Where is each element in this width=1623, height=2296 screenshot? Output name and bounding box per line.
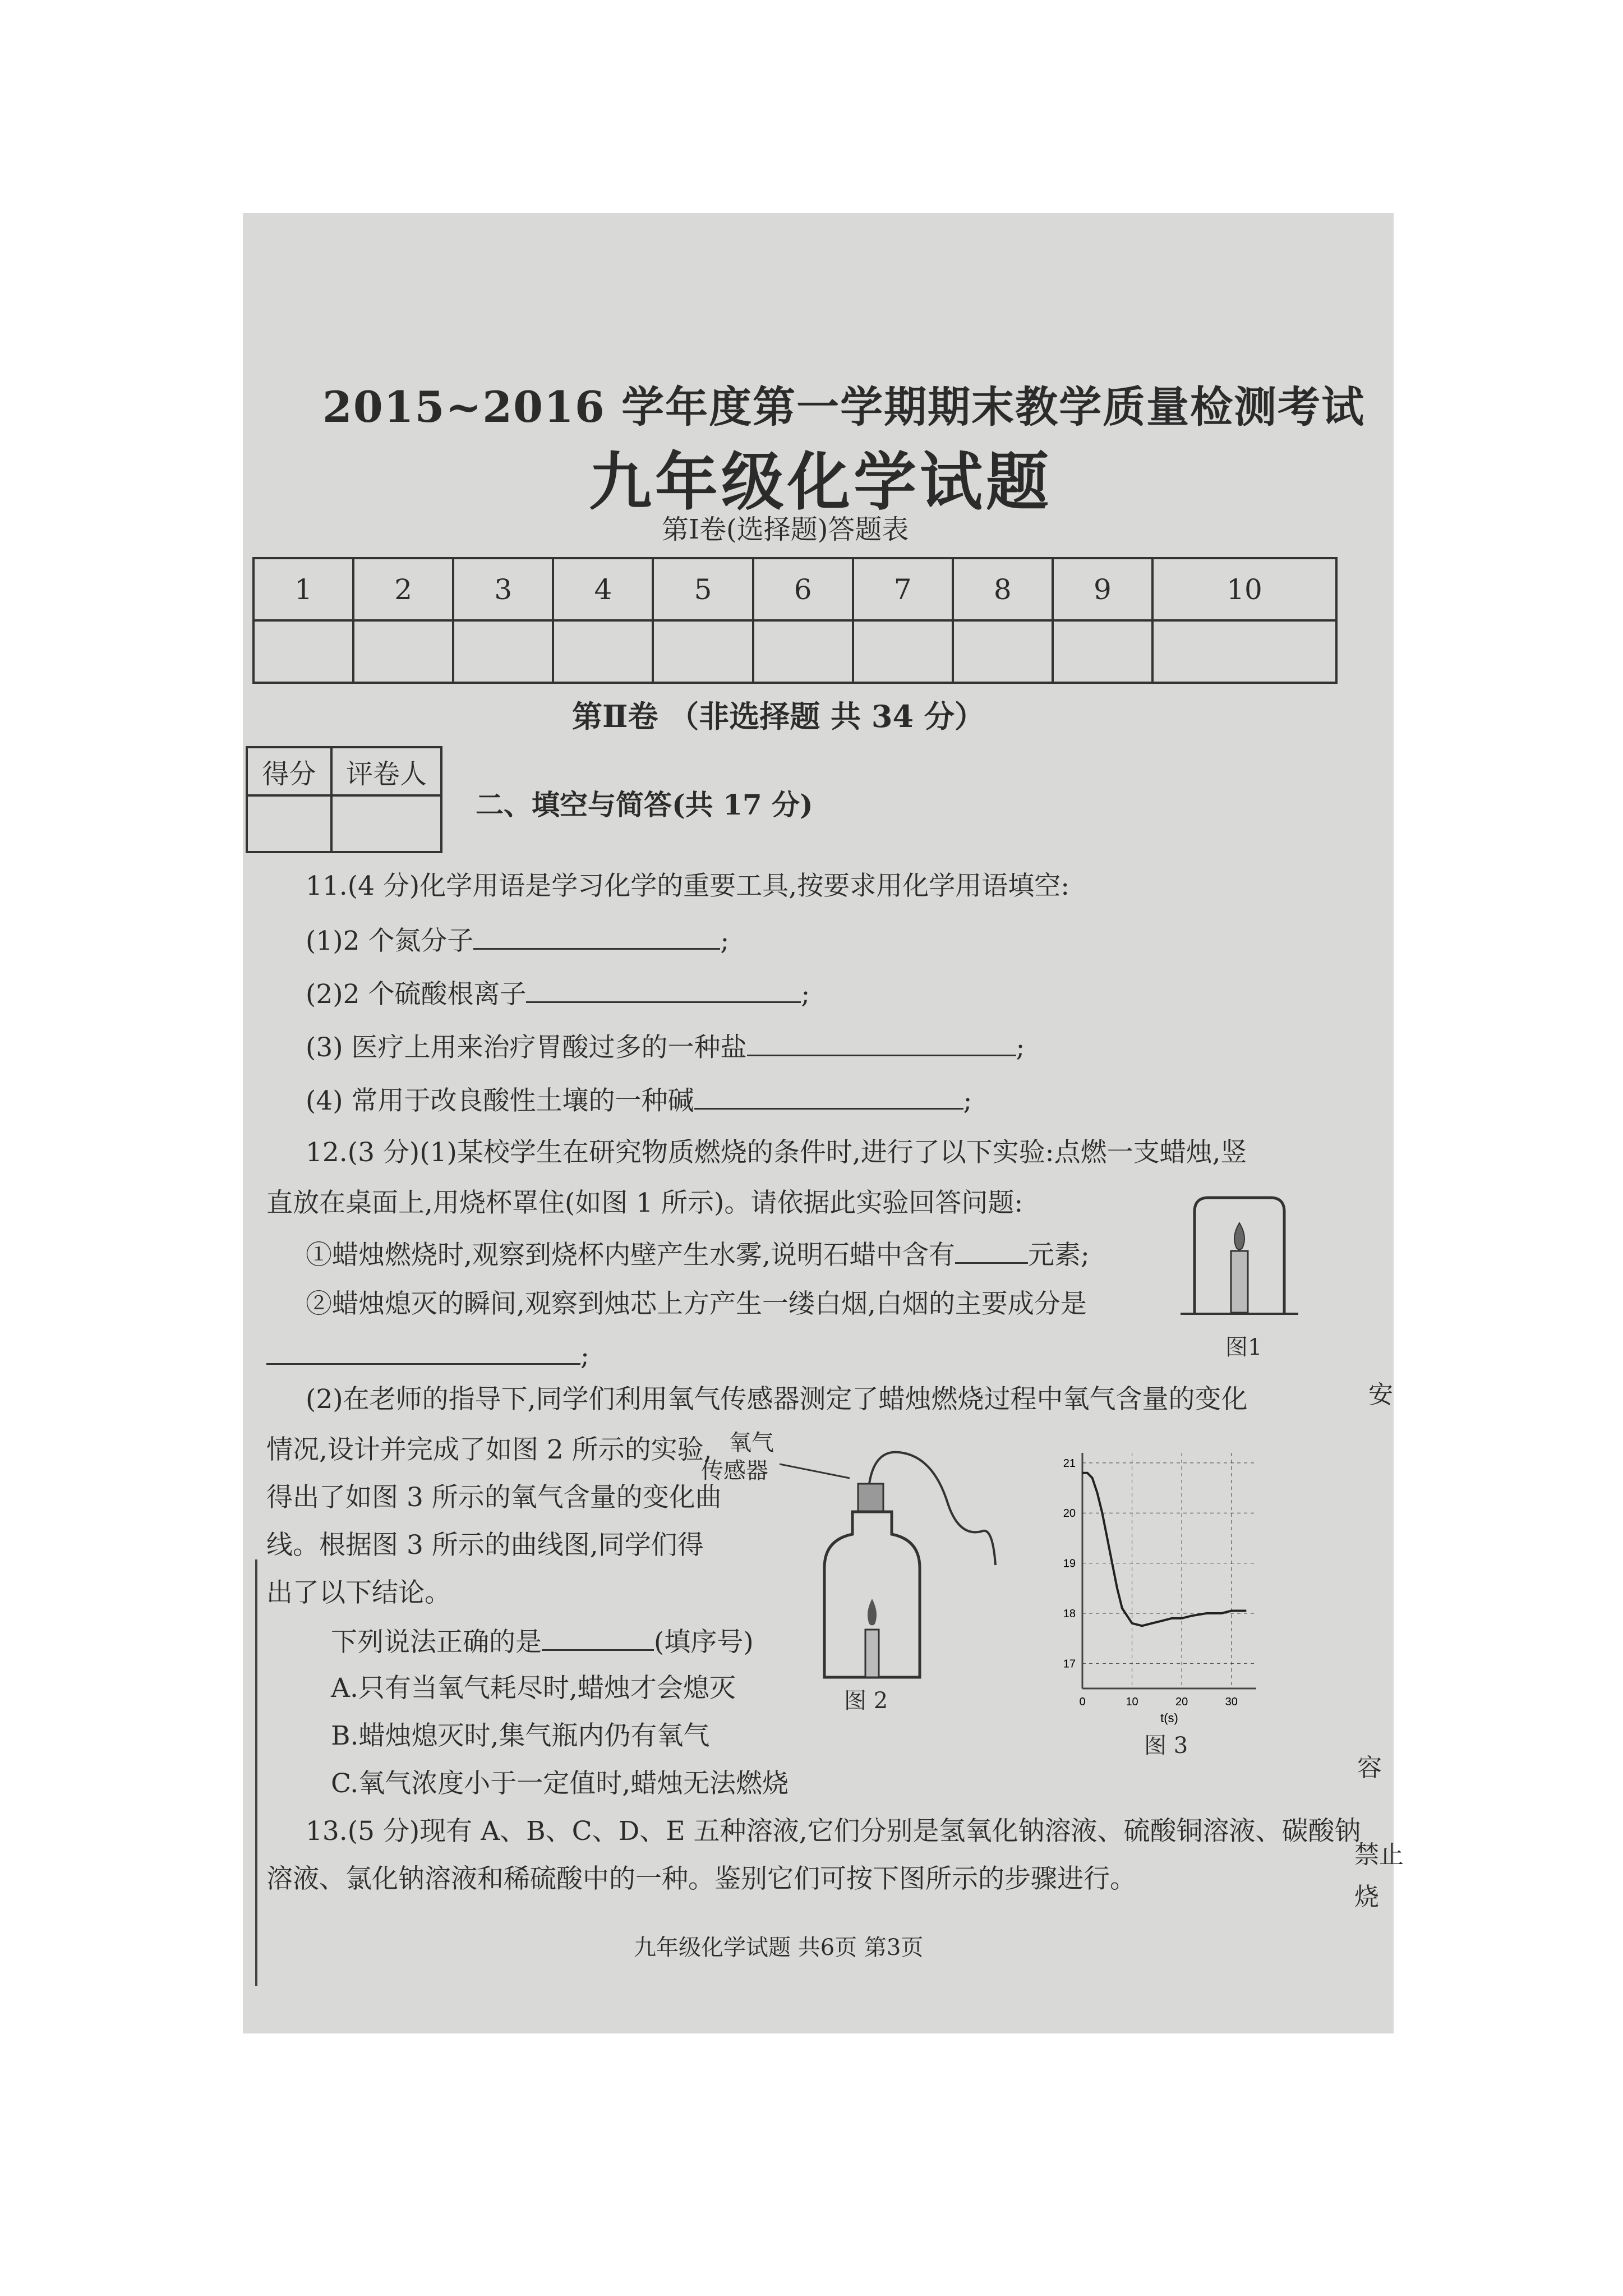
answer-number: 3: [453, 558, 553, 620]
subject-title: 九年级化学试题: [589, 445, 1052, 519]
answer-number: 4: [553, 558, 653, 620]
score-label: 得分: [247, 747, 331, 795]
y-tick-label: 21: [1063, 1457, 1076, 1470]
q12-sub2: ②蜡烛熄灭的瞬间,观察到烛芯上方产生一缕白烟,白烟的主要成分是: [306, 1289, 1087, 1319]
answer-blank[interactable]: [266, 1338, 580, 1365]
section-title: 二、填空与简答(共 17 分): [476, 788, 813, 821]
x-tick-label: 10: [1126, 1696, 1138, 1708]
page-footer: 九年级化学试题 共6页 第3页: [634, 1935, 924, 1961]
y-tick-label: 18: [1063, 1607, 1076, 1620]
answer-blank[interactable]: [747, 1029, 1016, 1056]
figure-1-candle-beaker: [1178, 1189, 1301, 1335]
sensor-label: 传感器: [701, 1458, 768, 1484]
answer-number: 9: [1053, 558, 1152, 620]
candle: [865, 1630, 879, 1677]
answer-number: 5: [653, 558, 753, 620]
answer-cell[interactable]: [1152, 620, 1336, 683]
answer-cell[interactable]: [753, 620, 853, 683]
grader-label: 评卷人: [331, 747, 441, 795]
answer-table: [252, 557, 1338, 684]
answer-number: 8: [953, 558, 1053, 620]
grader-cell[interactable]: [331, 795, 441, 852]
q12-line: 直放在桌面上,用烧杯罩住(如图 1 所示)。请依据此实验回答问题:: [266, 1188, 1023, 1218]
series-line: [1082, 1473, 1246, 1626]
exam-title: 2015~2016 学年度第一学期期末教学质量检测考试: [322, 382, 1366, 432]
answer-blank[interactable]: [526, 976, 801, 1003]
answer-cell[interactable]: [1053, 620, 1152, 683]
binding-line: [255, 1559, 257, 1986]
flame: [1234, 1223, 1244, 1250]
sensor-cable: [869, 1452, 995, 1565]
q12-line: 12.(3 分)(1)某校学生在研究物质燃烧的条件时,进行了以下实验:点燃一支蜡烛,竖: [306, 1137, 1247, 1168]
part1-title: 第Ⅰ卷(选择题)答题表: [662, 514, 909, 545]
adjacent-page-fragment: 禁止: [1354, 1841, 1404, 1869]
q11-item: (1)2 个氮分子 ;: [306, 923, 729, 958]
q11-item: (4) 常用于改良酸性土壤的一种碱 ;: [306, 1083, 972, 1118]
answer-cell[interactable]: [953, 620, 1053, 683]
q12-sub1: ①蜡烛燃烧时,观察到烧杯内壁产生水雾,说明石蜡中含有 元素;: [306, 1237, 1090, 1272]
x-tick-label: 20: [1175, 1696, 1188, 1708]
adjacent-page-fragment: 容: [1357, 1754, 1382, 1782]
figure-3-label: 图 3: [1144, 1733, 1188, 1759]
q12-part2-line: 得出了如图 3 所示的氧气含量的变化曲: [266, 1482, 722, 1513]
answer-cell[interactable]: [253, 620, 353, 683]
option-b: B.蜡烛熄灭时,集气瓶内仍有氧气: [331, 1720, 710, 1751]
q12-part2-line: (2)在老师的指导下,同学们利用氧气传感器测定了蜡烛燃烧过程中氧气含量的变化: [306, 1384, 1248, 1415]
score-box: [246, 746, 442, 853]
x-tick-label: 0: [1079, 1696, 1086, 1708]
part2-title: 第Ⅱ卷 （非选择题 共 34 分）: [572, 698, 985, 734]
answer-cell[interactable]: [553, 620, 653, 683]
adjacent-page-fragment: 烧: [1354, 1883, 1379, 1911]
answer-number: 1: [253, 558, 353, 620]
option-c: C.氧气浓度小于一定值时,蜡烛无法燃烧: [331, 1768, 789, 1799]
q11-stem: 11.(4 分)化学用语是学习化学的重要工具,按要求用化学用语填空:: [306, 871, 1070, 901]
sensor-label: 氧气: [729, 1430, 774, 1456]
answer-blank[interactable]: [694, 1083, 963, 1110]
q12-part2-line: 出了以下结论。: [266, 1577, 451, 1608]
answer-blank[interactable]: [955, 1237, 1028, 1264]
answer-blank[interactable]: [542, 1624, 654, 1651]
x-axis-label: t(s): [1160, 1711, 1178, 1725]
x-tick-label: 30: [1225, 1696, 1238, 1708]
answer-number: 10: [1152, 558, 1336, 620]
flame: [868, 1599, 877, 1626]
candle: [1231, 1251, 1248, 1313]
q12-ask: 下列说法正确的是 (填序号): [331, 1624, 754, 1659]
option-a: A.只有当氧气耗尽时,蜡烛才会熄灭: [331, 1673, 736, 1704]
answer-number: 6: [753, 558, 853, 620]
label-pointer: [780, 1464, 850, 1478]
answer-cell[interactable]: [853, 620, 953, 683]
adjacent-page-fragment: 安: [1368, 1381, 1393, 1409]
answer-cell[interactable]: [353, 620, 453, 683]
answer-cell[interactable]: [653, 620, 753, 683]
figure-2-bottle-sensor: [780, 1442, 1015, 1683]
q11-item: (3) 医疗上用来治疗胃酸过多的一种盐 ;: [306, 1029, 1025, 1065]
q13-line: 13.(5 分)现有 A、B、C、D、E 五种溶液,它们分别是氢氧化钠溶液、硫酸铜溶液、碳酸钠: [306, 1816, 1361, 1847]
answer-blank[interactable]: [473, 923, 720, 950]
answer-cell[interactable]: [453, 620, 553, 683]
y-tick-label: 20: [1063, 1507, 1076, 1520]
answer-number: 2: [353, 558, 453, 620]
answer-number: 7: [853, 558, 953, 620]
sensor-probe: [858, 1484, 883, 1512]
figure-1-label: 图1: [1225, 1335, 1262, 1360]
y-tick-label: 17: [1063, 1658, 1076, 1671]
figure-2-label: 图 2: [844, 1688, 888, 1714]
y-tick-label: 19: [1063, 1557, 1076, 1570]
q12-part2-line: 情况,设计并完成了如图 2 所示的实验,: [266, 1434, 712, 1465]
q11-item: (2)2 个硫酸根离子 ;: [306, 976, 810, 1011]
q12-part2-line: 线。根据图 3 所示的曲线图,同学们得: [266, 1530, 704, 1561]
q13-line: 溶液、氯化钠溶液和稀硫酸中的一种。鉴别它们可按下图所示的步骤进行。: [266, 1864, 1136, 1894]
figure-3-oxygen-chart: [1043, 1442, 1267, 1733]
q12-sub2-answer: ;: [266, 1338, 589, 1373]
score-cell[interactable]: [247, 795, 331, 852]
